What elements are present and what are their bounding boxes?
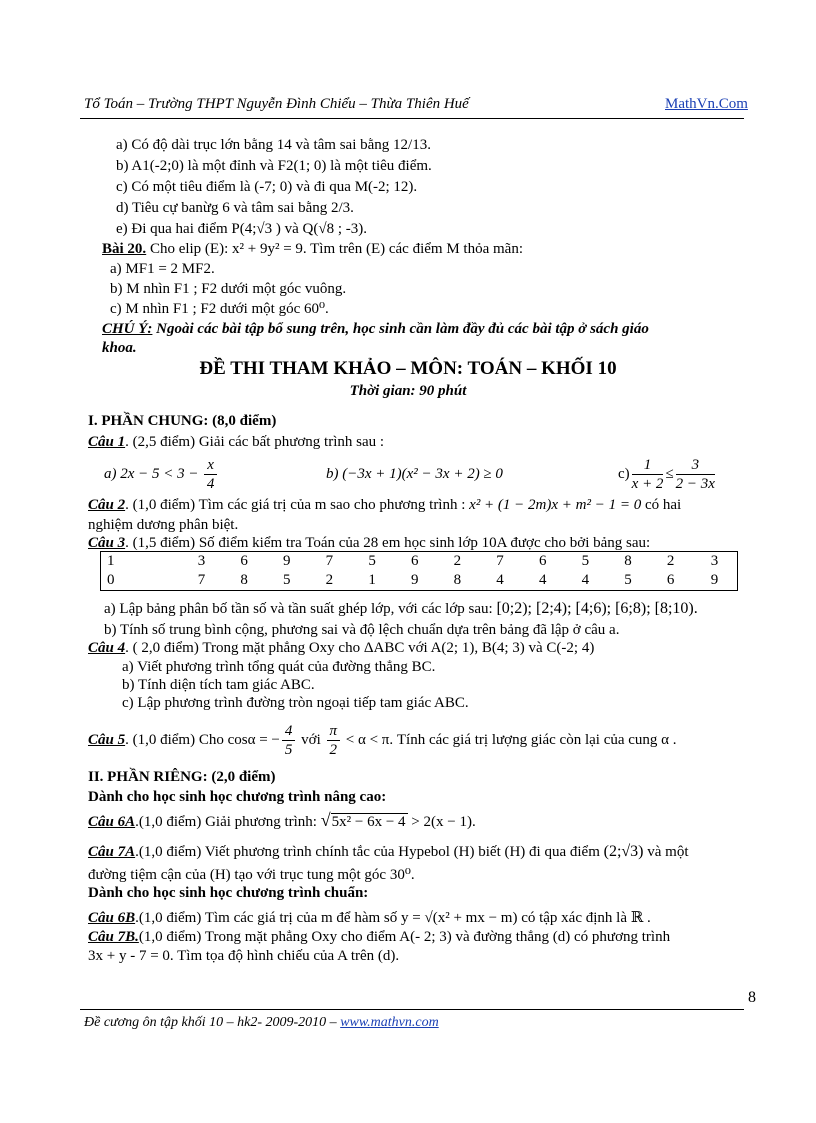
cau7b-line-2: 3x + y - 7 = 0. Tìm tọa độ hình chiếu của A trên (d). xyxy=(88,948,400,964)
cau5-num: 4 xyxy=(282,722,296,741)
header-left-text: Tổ Toán – Trường THPT Nguyễn Đình Chiểu – Thừa Thiên Huế xyxy=(84,96,469,112)
score-cell: 7 xyxy=(496,553,504,569)
cau2-text: . (1,0 điểm) Tìm các giá trị của m sao cho phương trình : xyxy=(125,497,466,513)
cau6b-tail: có tập xác định là ℝ . xyxy=(517,910,651,926)
ex-item-d: d) Tiêu cự banừg 6 và tâm sai bằng 2/3. xyxy=(116,200,354,216)
score-cell: 2 xyxy=(666,553,675,569)
score-cell: 4 xyxy=(496,572,504,588)
score-cell: 8 xyxy=(624,553,632,569)
cau2-eq: x² + (1 − 2m)x + m² − 1 = 0 xyxy=(469,497,642,513)
bai20-c: c) M nhìn F1 ; F2 dưới một góc 60⁰. xyxy=(110,301,329,317)
cau4-c: c) Lập phương trình đường tròn ngoại tiếp tam giác ABC. xyxy=(122,695,469,711)
cau6a-label: Câu 6A xyxy=(88,814,136,830)
score-cell: 9 xyxy=(710,572,719,588)
ex-item-e: e) Đi qua hai điểm P(4;√3 ) và Q(√8 ; -3). xyxy=(116,221,367,237)
score-row-2 xyxy=(101,571,738,591)
cau7a-point: (2;√3) xyxy=(603,843,644,860)
score-cell: 2 xyxy=(453,553,462,569)
cau3-line xyxy=(88,535,650,552)
bai20-label: Bài 20. xyxy=(102,241,147,257)
cau1-c-mid: ≤ xyxy=(665,466,674,482)
score-cell: 6 xyxy=(538,553,547,569)
footer-text: Đề cương ôn tập khối 10 – hk2- 2009-2010 – xyxy=(84,1015,341,1030)
cau1-text: . (2,5 điểm) Giải các bất phương trình sau : xyxy=(125,434,385,450)
score-cell: 5 xyxy=(368,553,376,569)
score-cell: 6 xyxy=(410,553,419,569)
bai20-text: Cho elip (E): x² + 9y² = 9. Tìm trên (E) các điểm M thỏa mãn: xyxy=(146,241,523,257)
cau5-pi-frac xyxy=(327,722,341,759)
cau5-den: 5 xyxy=(284,742,293,759)
note-line-2: khoa. xyxy=(102,340,137,356)
note-label: CHÚ Ý: xyxy=(102,321,153,337)
cau7b-text: (1,0 điểm) Trong mặt phẳng Oxy cho điểm A(- 2; 3) và đường thẳng (d) có phương trình xyxy=(138,929,671,945)
footer-link[interactable]: www.mathvn.com xyxy=(340,1015,439,1030)
cau6a-text: .(1,0 điểm) Giải phương trình: xyxy=(135,814,317,830)
cau5-tail: . Tính các giá trị lượng giác còn lại của cung α . xyxy=(389,732,677,748)
cau1-c-num2: 3 xyxy=(676,456,715,475)
score-cell: 4 xyxy=(538,572,547,588)
cau3-a-classes: [0;2); [2;4); [4;6); [6;8); [8;10). xyxy=(496,600,698,617)
exam-time: Thời gian: 90 phút xyxy=(349,383,467,399)
cau5-frac xyxy=(282,722,296,759)
score-cell: 8 xyxy=(453,572,462,588)
score-cell: 5 xyxy=(624,572,632,588)
header-site-link[interactable]: MathVn.Com xyxy=(665,96,748,112)
header-rule xyxy=(80,118,744,119)
score-cell: 6 xyxy=(240,553,248,569)
ex-item-a: a) Có độ dài trục lớn bằng 14 và tâm sai bằng 12/13. xyxy=(116,137,431,153)
exam-title: ĐỀ THI THAM KHẢO – MÔN: TOÁN – KHỐI 10 xyxy=(199,358,617,379)
cau4-label: Câu 4 xyxy=(88,640,126,656)
score-cell: 1 xyxy=(368,572,376,588)
score-cell: 5 xyxy=(283,572,291,588)
cau2-line xyxy=(88,497,681,514)
cau5-label: Câu 5 xyxy=(88,732,126,748)
cau7a-tail: và một xyxy=(643,844,689,860)
cau1-a xyxy=(104,456,219,493)
cau6b-line xyxy=(88,910,651,927)
cau6b-label: Câu 6B xyxy=(88,910,136,926)
cau3-a-text: a) Lập bảng phân bố tần số và tần suất ghép lớp, với các lớp sau: xyxy=(104,601,493,617)
score-cell: 8 xyxy=(240,572,248,588)
cau5-mid: với xyxy=(301,732,321,748)
part1-heading: I. PHẦN CHUNG: (8,0 điểm) xyxy=(88,413,277,429)
cau1-c-frac2 xyxy=(676,456,715,493)
cau1-label: Câu 1 xyxy=(88,434,126,450)
part2-standard: Dành cho học sinh học chương trình chuẩn: xyxy=(88,885,369,901)
cau4-b: b) Tính diện tích tam giác ABC. xyxy=(122,677,315,693)
cau5-pi-den: 2 xyxy=(329,742,337,759)
score-row-1 xyxy=(101,552,738,572)
cau7a-text: .(1,0 điểm) Viết phương trình chính tắc của Hypebol (H) biết (H) đi qua điểm xyxy=(135,844,600,860)
score-cell: 4 xyxy=(581,572,590,588)
bai20-b: b) M nhìn F1 ; F2 dưới một góc vuông. xyxy=(110,281,347,297)
footer xyxy=(84,1015,439,1031)
cau4-text: . ( 2,0 điểm) Trong mặt phẳng Oxy cho ΔABC với A(2; 1), B(4; 3) và C(-2; 4) xyxy=(125,640,595,656)
cau1-b: b) (−3x + 1)(x² − 3x + 2) ≥ 0 xyxy=(326,466,503,482)
score-cell: 3 xyxy=(197,553,206,569)
score-table xyxy=(100,551,738,591)
bai20-line xyxy=(102,241,523,258)
cau1-c-pre: c) xyxy=(618,466,630,482)
cau5-text: . (1,0 điểm) Cho xyxy=(125,732,224,748)
cau6b-text: .(1,0 điểm) Tìm các giá trị của m để hàm số xyxy=(135,910,398,926)
score-cell: 9 xyxy=(410,572,419,588)
cau1-c-frac1 xyxy=(632,456,664,493)
cau6a-radicand: 5x² − 6x − 4 xyxy=(331,814,406,830)
score-cell: 1 xyxy=(107,553,115,569)
cau5-cos: cosα = − xyxy=(227,732,280,748)
cau2-label: Câu 2 xyxy=(88,497,126,513)
cau1-a-num: x xyxy=(204,456,217,475)
cau1-c-den1: x + 2 xyxy=(631,476,664,493)
cau6b-fn: y = √(x² + mx − m) xyxy=(401,910,518,926)
cau3-b: b) Tính số trung bình cộng, phương sai và độ lệch chuẩn dựa trên bảng đã lập ở câu a. xyxy=(104,622,620,638)
cau4-line xyxy=(88,640,594,657)
cau6a-line: Câu 6A.(1,0 điểm) Giải phương trình: √5x² − 6x − 4 > 2(x − 1). xyxy=(88,810,476,830)
cau1-line xyxy=(88,434,384,451)
cau7a-line-2: đường tiệm cận của (H) tạo với trục tung một góc 30⁰. xyxy=(88,867,415,883)
score-cell: 5 xyxy=(581,553,590,569)
score-cell: 7 xyxy=(325,553,334,569)
cau3-label: Câu 3 xyxy=(88,535,126,551)
score-cell: 0 xyxy=(107,572,115,588)
cau1-c xyxy=(618,456,717,493)
score-cell: 2 xyxy=(325,572,334,588)
cau7a-line xyxy=(88,843,689,861)
ex-item-b: b) A1(-2;0) là một đỉnh và F2(1; 0) là một tiêu điểm. xyxy=(116,158,432,174)
score-cell: 3 xyxy=(710,553,719,569)
cau7b-line xyxy=(88,929,670,946)
cau5-line xyxy=(88,718,677,762)
footer-rule xyxy=(80,1009,744,1010)
cau1-a-frac xyxy=(204,456,217,493)
cau1-a-pre: a) 2x − 5 < 3 − xyxy=(104,466,199,482)
note-text: Ngoài các bài tập bổ sung trên, học sinh cần làm đầy đủ các bài tập ở sách giáo xyxy=(152,321,649,337)
cau7a-label: Câu 7A xyxy=(88,844,136,860)
bai20-a: a) MF1 = 2 MF2. xyxy=(110,261,215,277)
cau1-a-den: 4 xyxy=(206,476,215,493)
cau1-c-den2: 2 − 3x xyxy=(675,476,715,493)
score-cell: 6 xyxy=(666,572,675,588)
cau2-line-2: nghiệm dương phân biệt. xyxy=(88,517,239,533)
part2-heading: II. PHẦN RIÊNG: (2,0 điểm) xyxy=(88,769,276,785)
part2-advanced: Dành cho học sinh học chương trình nâng cao: xyxy=(88,789,387,805)
score-cell: 9 xyxy=(283,553,291,569)
cau1-c-num1: 1 xyxy=(632,456,664,475)
ex-item-c: c) Có một tiêu điểm là (-7; 0) và đi qua M(-2; 12). xyxy=(116,179,418,195)
score-cell: 7 xyxy=(197,572,206,588)
cau5-pi-num: π xyxy=(327,722,341,741)
page-number: 8 xyxy=(748,989,756,1006)
cau5-ineq: < α < π xyxy=(345,732,390,748)
cau3-a xyxy=(104,600,698,618)
cau3-text: . (1,5 điểm) Số điểm kiểm tra Toán của 28 em học sinh lớp 10A được cho bởi bảng sau: xyxy=(125,535,651,551)
cau2-tail: có hai xyxy=(641,497,682,513)
cau4-a: a) Viết phương trình tổng quát của đường thẳng BC. xyxy=(122,659,436,675)
note-line-1 xyxy=(102,321,649,338)
cau6a-tail: > 2(x − 1). xyxy=(407,814,476,830)
cau7b-label: Câu 7B. xyxy=(88,929,139,945)
